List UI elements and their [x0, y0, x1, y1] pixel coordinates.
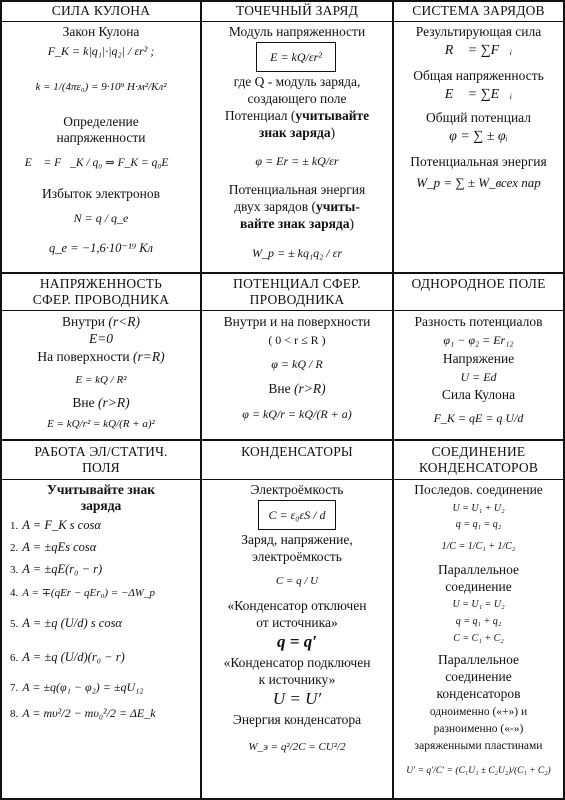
capacitor-energy-label: Энергия конденсатора: [232, 712, 362, 727]
two-charges-label: двух зарядов (учиты-: [234, 199, 360, 214]
header-charge-system: СИСТЕМА ЗАРЯДОВ: [412, 3, 545, 18]
parallel-label: Параллельное: [437, 562, 520, 577]
capacitance-label-2: электроёмкость: [252, 549, 342, 564]
parallel-charge-formula: q = q₁ + q₂: [455, 616, 502, 627]
voltage-conserved-formula: U = U′: [272, 689, 322, 708]
capacitance-label: Электроёмкость: [250, 482, 344, 497]
potential-difference-formula: φ₁ − φ₂ = Er₁₂: [443, 333, 514, 347]
radius-condition: ( 0 < r ≤ R ): [268, 333, 326, 347]
cell-charge-system: [394, 22, 563, 272]
work-formula-7: 7. A = ±q(φ₁ − φ₂) = ±qU₁₂: [10, 680, 144, 694]
opposite-sign-label: разноименно («-»): [433, 723, 524, 735]
connection-label: соединение: [445, 579, 512, 594]
series-voltage-formula: U = U₁ + U₂: [452, 503, 505, 514]
resulting-voltage-formula: U′ = q′/C′ = (C₁U₁ ± C₂U₂)/(C₁ + C₂): [406, 766, 551, 776]
series-capacitance-formula: 1/C = 1/C₁ + 1/C₂: [441, 541, 516, 552]
work-formula-6: 6. A = ±q (U/d)(r₀ − r): [10, 650, 125, 664]
potential-formula: φ = Er = ± kQ/εr: [255, 154, 339, 168]
coulomb-force-label: Сила Кулона: [441, 387, 516, 402]
cell-sphere-potential: [202, 311, 392, 439]
field-definition-formula: E⃗ = F⃗_K / q₀ ⇒ F_K = q₀E⃗: [24, 157, 178, 169]
outside-potential-formula: φ = kQ/r = kQ/(R + a): [242, 407, 352, 421]
capacitors-label: конденсаторов: [436, 686, 521, 701]
from-source-label: от источника»: [256, 615, 338, 630]
header-coulomb-force: СИЛА КУЛОНА: [51, 3, 151, 18]
header-capacitors: КОНДЕНСАТОРЫ: [241, 444, 353, 459]
outside-label: Вне (r>R): [268, 381, 326, 396]
connected-label: «Конденсатор подключен: [223, 655, 371, 670]
charged-plates-label: заряженными пластинами: [414, 740, 543, 752]
total-field-formula: E⃗ = ∑E⃗ᵢ: [444, 87, 513, 102]
coulomb-law-label: Закон Кулона: [62, 24, 140, 39]
inside-field-value: E=0: [88, 331, 114, 346]
sign-note: знак заряда): [258, 125, 336, 140]
definition-label: Определение: [63, 114, 139, 129]
sign-note-2: вайте знак заряда): [240, 216, 354, 231]
cell-field-work: [2, 480, 200, 798]
total-potential-label: Общий потенциал: [425, 110, 532, 125]
voltage-label: Напряжение: [442, 351, 515, 366]
field-modulus-label: Модуль напряженности: [228, 24, 366, 39]
cell-sphere-field: [2, 311, 200, 439]
header-capacitor-connection: СОЕДИНЕНИЕ КОНДЕНСАТОРОВ: [418, 444, 539, 475]
outside-field-formula: E = kQ/r² = kQ/(R + a)²: [47, 418, 155, 430]
cell-capacitors: [202, 480, 392, 798]
header-uniform-field: ОДНОРОДНОЕ ПОЛЕ: [411, 276, 546, 291]
work-formula-5: 5. A = ±q (U/d) s cosα: [10, 616, 122, 630]
electron-count-formula: N = q / q_e: [73, 211, 129, 225]
parallel-voltage-formula: U = U₁ = U₂: [452, 599, 505, 610]
parallel-capacitance-formula: C = C₁ + C₂: [453, 633, 504, 644]
parallel-label-2: Параллельное: [437, 652, 520, 667]
work-formula-1: 1. A = F_K s cosα: [10, 518, 101, 532]
coulomb-force-formula: F_K = k|q₁|·|q₂| / εr² ;: [47, 44, 155, 58]
total-field-label: Общая напряженность: [413, 68, 544, 83]
coulomb-constant-formula: k = 1/(4πε₀) = 9·10⁹ Н·м²/Кл²: [35, 81, 167, 93]
field-modulus-formula: E = kQ/εr²: [256, 42, 336, 72]
voltage-formula: U = Ed: [460, 370, 497, 384]
cell-uniform-field: [394, 311, 563, 439]
grid-line: [2, 272, 563, 274]
same-sign-label: одноименно («+») и: [429, 706, 528, 718]
electron-excess-label: Избыток электронов: [42, 186, 160, 201]
capacitor-energy-formula: W_э = q²/2C = CU²/2: [248, 741, 346, 753]
cell-capacitor-connection: [394, 480, 563, 798]
sign-note: Учитывайте знак: [46, 482, 156, 497]
creating-field-label: создающего поле: [247, 91, 347, 106]
plate-capacitance-formula: C = ε₀εS / d: [258, 500, 336, 530]
to-source-label: к источнику»: [258, 672, 336, 687]
charge-conserved-formula: q = q′: [277, 632, 317, 651]
resultant-force-label: Результирующая сила: [415, 24, 542, 39]
potential-difference-label: Разность потенциалов: [414, 314, 543, 329]
work-formula-2: 2. A = ±qEs cosα: [10, 540, 97, 554]
capacitance-formula: C = q / U: [275, 575, 319, 587]
potential-energy-formula: W_p = ± kq₁q₂ / εr: [251, 246, 343, 260]
inside-potential-formula: φ = kQ / R: [271, 357, 323, 371]
potential-label: Потенциал (учитывайте: [224, 108, 370, 123]
connection-label-2: соединение: [445, 669, 512, 684]
cell-coulomb-force: [2, 22, 200, 272]
electron-charge-formula: q_e = −1,6·10⁻¹⁹ Кл: [49, 241, 153, 255]
sign-note-2: заряда: [80, 498, 122, 513]
header-point-charge: ТОЧЕЧНЫЙ ЗАРЯД: [235, 3, 359, 18]
uniform-force-formula: F_K = qE = q U/d: [433, 411, 524, 425]
series-connection-label: Последов. соединение: [414, 482, 543, 497]
total-potential-formula: φ = ∑ ± φᵢ: [449, 129, 508, 144]
disconnected-label: «Конденсатор отключен: [227, 598, 367, 613]
surface-label: На поверхности (r=R): [37, 349, 165, 364]
charge-voltage-label: Заряд, напряжение,: [241, 532, 353, 547]
surface-field-formula: E = kQ / R²: [75, 374, 127, 386]
work-formula-3: 3. A = ±qE(r₀ − r): [10, 562, 103, 576]
work-formula-4: 4. A = ∓(qEr − qEr₀) = −ΔW_p: [10, 587, 155, 599]
work-formula-8: 8. A = mυ²/2 − mυ₀²/2 = ΔE_k: [10, 706, 156, 720]
header-sphere-field: НАПРЯЖЕННОСТЬ СФЕР. ПРОВОДНИКА: [32, 276, 170, 307]
total-energy-label: Потенциальная энергия: [410, 154, 547, 169]
inside-surface-label: Внутри и на поверхности: [223, 314, 371, 329]
where-q-label: где Q - модуль заряда,: [233, 74, 361, 89]
field-strength-label: напряженности: [56, 130, 146, 145]
cell-point-charge: [202, 22, 392, 272]
header-sphere-potential: ПОТЕНЦИАЛ СФЕР. ПРОВОДНИКА: [233, 276, 361, 307]
total-energy-formula: W_p = ∑ ± W_всех пар: [416, 175, 541, 190]
inside-label: Внутри (r<R): [61, 314, 140, 329]
potential-energy-label: Потенциальная энергия: [228, 182, 366, 197]
header-field-work: РАБОТА ЭЛ/СТАТИЧ. ПОЛЯ: [34, 444, 168, 475]
series-charge-formula: q = q₁ = q₂: [455, 519, 502, 530]
outside-label: Вне (r>R): [72, 395, 130, 410]
resultant-force-formula: R⃗ = ∑F⃗ᵢ: [444, 43, 513, 58]
grid-line: [2, 439, 563, 441]
